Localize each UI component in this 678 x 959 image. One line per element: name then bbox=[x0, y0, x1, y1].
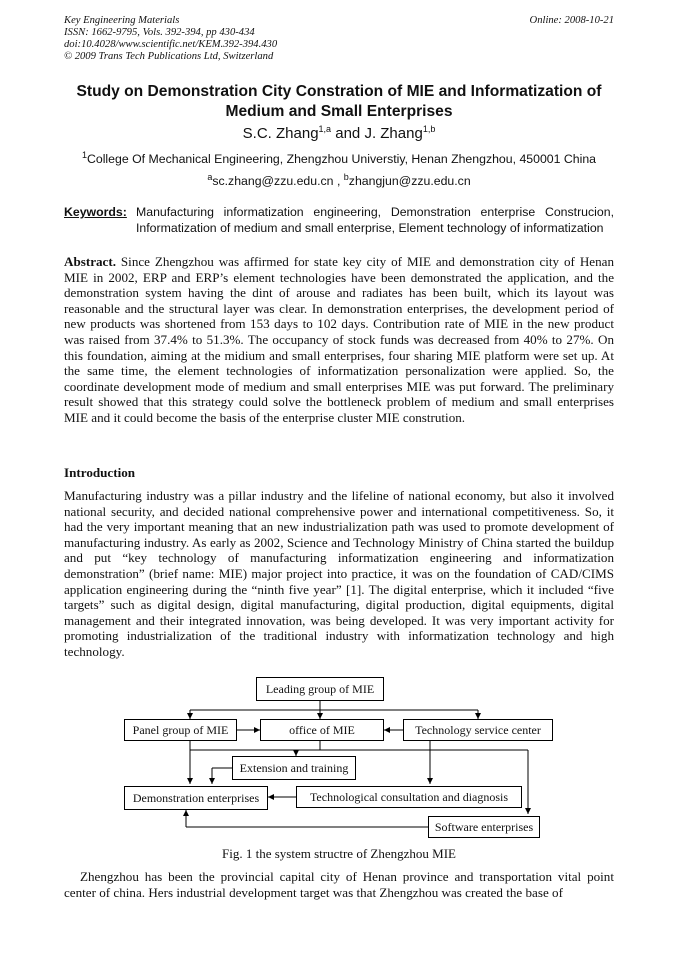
box-software: Software enterprises bbox=[428, 816, 540, 838]
keywords-block bbox=[64, 205, 614, 236]
journal-name: Key Engineering Materials bbox=[64, 15, 180, 26]
author-2: J. Zhang bbox=[364, 125, 423, 142]
author-1-sup: 1,a bbox=[318, 124, 332, 134]
paper-title bbox=[40, 82, 638, 122]
doi: doi:10.4028/www.scientific.net/KEM.392-394.430 bbox=[64, 39, 278, 50]
issn: ISSN: 1662-9795, Vols. 392-394, pp 430-434 bbox=[64, 27, 255, 38]
affil-sup: 1 bbox=[81, 150, 87, 160]
box-leading-group: Leading group of MIE bbox=[256, 677, 384, 701]
copyright: © 2009 Trans Tech Publications Ltd, Switzerland bbox=[64, 51, 274, 62]
box-tech-service: Technology service center bbox=[403, 719, 553, 741]
email-b: zhangjun@zzu.edu.cn bbox=[348, 174, 471, 189]
abstract-text: Since Zhengzhou was affirmed for state key city of MIE and demonstration city of Henan MIE in 2002, ERP and ERP’s element technologies have been demonstrated the application, and the demonstration system having the dint of arouse and radiates has been built, which its layout was reasonable and the structural layer was clear. In demonstration enterprises, the development period of new products was shortened from 153 days to 102 days. Contribution rate of MIE in the new product was raised from 37.4% to 51.3%. The occupancy of stock funds was decreased from 40% to 27%. On this foundation, aiming at the midium and small enterprises, four sharing MIE platform were set up. At the same time, the element technologies of informatization personalization were applied. So, the coordinate development mode of medium and small enterprises MIE was put forward. The preliminary result showed that this strategy could solve the bottleneck problem of medium and small enterprises MIE and it could become the basis of the enterprise cluster MIE constrution. bbox=[64, 254, 614, 425]
intro-heading: Introduction bbox=[64, 465, 136, 480]
box-panel-group: Panel group of MIE bbox=[124, 719, 237, 741]
author-2-sup: 1,b bbox=[422, 124, 436, 134]
box-extension: Extension and training bbox=[232, 756, 356, 780]
keywords-label: Keywords: bbox=[64, 205, 127, 219]
intro-text: Manufacturing industry was a pillar industry and the lifeline of national economy, but also it involved national security, and decided national comprehensive power and international competitiveness. So, it had the very important meaning that an new industrialization path was used to promote development of manufacturing industry. As early as 2002, Science and Technology Ministry of China started the buildup and put “key technology of manufacturing informatization engineering and informatization demonstration” (brief name: MIE) major project into practice, it was on the foundation of CAD/CIMS application engineering during the “ninth five year” [1]. The digital enterprise, which it included “five targets” such as digital design, digital manufacturing, digital production, digital equipments, digital management and their integrated innovation, was being developed. It was very important activity for promoting industrialization of the traditional industry with informatization technology and high technology. bbox=[64, 488, 614, 659]
author-1: S.C. Zhang bbox=[242, 125, 319, 142]
authors bbox=[0, 124, 678, 142]
abstract-label: Abstract. bbox=[64, 254, 116, 269]
title-line-1: Study on Demonstration City Constration of MIE and Informatization of bbox=[76, 83, 602, 100]
title-line-2: Medium and Small Enterprises bbox=[225, 103, 453, 120]
box-demo-enterprises: Demonstration enterprises bbox=[124, 786, 268, 810]
email-a-sup: a bbox=[207, 172, 213, 182]
keywords-text: Manufacturing informatization engineering, Demonstration enterprise Construcion, Informatization of medium and small enterprise, Element technology of informatization bbox=[136, 205, 614, 235]
author-and: and bbox=[331, 125, 365, 142]
figure-caption: Fig. 1 the system structre of Zhengzhou MIE bbox=[222, 846, 456, 861]
box-consultation: Technological consultation and diagnosis bbox=[296, 786, 522, 808]
box-office: office of MIE bbox=[260, 719, 384, 741]
email-sep: , bbox=[333, 174, 344, 189]
online-date: Online: 2008-10-21 bbox=[529, 15, 614, 26]
email-b-sup: b bbox=[343, 172, 349, 182]
paragraph-zhengzhou: Zhengzhou has been the provincial capital city of Henan province and transportation vital point center of china. Hers industrial development target was that Zhengzhou was created the base of bbox=[64, 869, 614, 900]
email-a: sc.zhang@zzu.edu.cn bbox=[212, 174, 334, 189]
emails bbox=[0, 172, 678, 188]
journal-header bbox=[64, 15, 277, 63]
abstract bbox=[64, 254, 614, 426]
affiliation-line bbox=[0, 150, 678, 166]
affiliation: College Of Mechanical Engineering, Zhengzhou Universtiy, Henan Zhengzhou, 450001 China bbox=[86, 152, 597, 167]
